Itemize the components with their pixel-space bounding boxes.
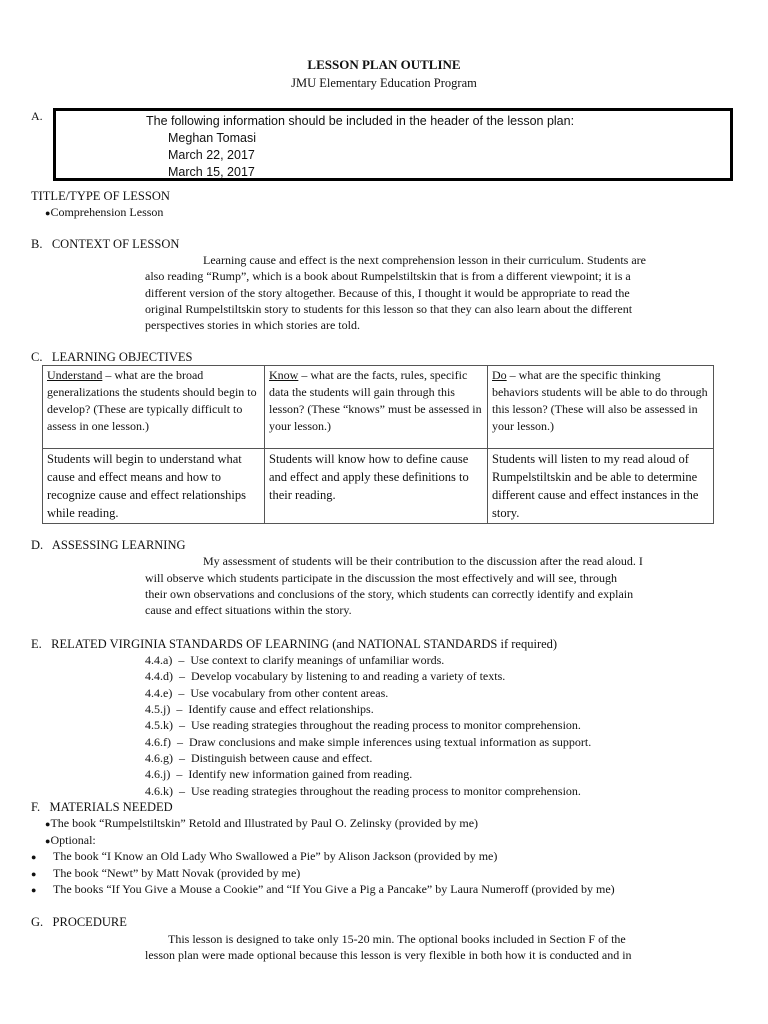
section-e-heading: E. RELATED VIRGINIA STANDARDS OF LEARNING (and NATIONAL STANDARDS if required)	[31, 637, 558, 651]
section-d-heading: D. ASSESSING LEARNING	[31, 538, 186, 552]
objective-header-do: Do – what are the specific thinking behaviors students will be able to do through this lesson? (These will also be assessed in your lesson.)	[488, 366, 714, 449]
material-item: ● The book “I Know an Old Lady Who Swallowed a Pie” by Alison Jackson (provided by me)	[31, 848, 497, 865]
header-date-2: March 15, 2017	[168, 165, 255, 179]
assessment-line-3: their own observations and conclusions of the story, which students can correctly identify and explain	[145, 587, 634, 601]
assessment-line-2: will observe which students participate in the discussion the most effectively and will see, through	[145, 571, 618, 585]
objective-header-know: Know – what are the facts, rules, specific data the students will gain through this lesson? (These “knows” must be assessed in your lesson.)	[265, 366, 488, 449]
standard-item: 4.6.f) – Draw conclusions and make simple inferences using textual information as support.	[145, 735, 592, 749]
context-line-1: Learning cause and effect is the next comprehension lesson in their curriculum. Students are	[203, 253, 646, 267]
context-line-4: original Rumpelstiltskin story to students for this lesson so that they can also learn about the different	[145, 302, 633, 316]
material-item: ● The book “Newt” by Matt Novak (provided by me)	[31, 865, 300, 882]
standard-item: 4.6.j) – Identify new information gained from reading.	[145, 767, 413, 781]
bullet-icon: ●	[31, 869, 37, 879]
objective-cell-understand: Students will begin to understand what cause and effect means and how to recognize cause and effect relationships while reading.	[43, 449, 265, 524]
material-item: ● The books “If You Give a Mouse a Cookie” and “If You Give a Pig a Pancake” by Laura Numeroff (provided by me)	[31, 881, 615, 898]
standard-item: 4.5.j) – Identify cause and effect relationships.	[145, 702, 374, 716]
page-title: LESSON PLAN OUTLINE	[307, 57, 461, 72]
assessment-line-1: My assessment of students will be their contribution to the discussion after the read aloud. I	[203, 554, 643, 568]
bullet-icon: ●	[45, 836, 51, 846]
objective-header-understand: Understand – what are the broad generalizations the students should begin to develop? (These are typically difficult to assess in one lesson.)	[43, 366, 265, 449]
optional-label: ●Optional:	[45, 833, 96, 847]
objectives-table	[42, 365, 714, 524]
header-name: Meghan Tomasi	[168, 131, 257, 145]
standard-item: 4.4.e) – Use vocabulary from other content areas.	[145, 686, 389, 700]
bullet-icon: ●	[31, 885, 37, 895]
standard-item: 4.6.k) – Use reading strategies throughout the reading process to monitor comprehension.	[145, 784, 581, 798]
section-c-heading: C. LEARNING OBJECTIVES	[31, 350, 193, 364]
page-subtitle: JMU Elementary Education Program	[291, 76, 477, 90]
bullet-icon: ●	[31, 852, 37, 862]
context-line-3: different version of the story altogether. Because of this, I thought it would be appropriate to read the	[145, 286, 630, 300]
table-row	[43, 449, 714, 524]
standard-item: 4.4.a) – Use context to clarify meanings of unfamiliar words.	[145, 653, 445, 667]
header-info-box	[53, 108, 733, 181]
standard-item: 4.4.d) – Develop vocabulary by listening to and reading a variety of texts.	[145, 669, 506, 683]
table-row	[43, 366, 714, 449]
objective-cell-know: Students will know how to define cause and effect and apply these definitions to their reading.	[265, 449, 488, 524]
material-item: ●The book “Rumpelstiltskin” Retold and Illustrated by Paul O. Zelinsky (provided by me)	[45, 816, 479, 830]
header-intro: The following information should be included in the header of the lesson plan:	[146, 114, 575, 128]
title-type-heading: TITLE/TYPE OF LESSON	[31, 189, 170, 203]
title-type-text: Comprehension Lesson	[50, 205, 164, 219]
procedure-line-2: lesson plan were made optional because this lesson is very flexible in both how it is conducted and in	[145, 948, 632, 962]
section-a-marker: A.	[31, 109, 43, 123]
section-g-heading: G. PROCEDURE	[31, 915, 127, 929]
header-date-1: March 22, 2017	[168, 148, 255, 162]
standard-item: 4.5.k) – Use reading strategies throughout the reading process to monitor comprehension.	[145, 718, 581, 732]
context-line-5: perspectives stories in which stories are told.	[145, 318, 360, 332]
bullet-icon: ●	[45, 208, 51, 218]
section-f-heading: F. MATERIALS NEEDED	[31, 800, 173, 814]
objective-cell-do: Students will listen to my read aloud of Rumpelstiltskin and be able to determine different cause and effect instances in the story.	[488, 449, 714, 524]
context-line-2: also reading “Rump”, which is a book about Rumpelstiltskin that is from a different viewpoint; it is a	[145, 269, 631, 283]
standard-item: 4.6.g) – Distinguish between cause and effect.	[145, 751, 373, 765]
bullet-icon: ●	[45, 819, 51, 829]
assessment-line-4: cause and effect situations within the story.	[145, 603, 352, 617]
title-type-item	[45, 204, 163, 221]
section-b-heading: B. CONTEXT OF LESSON	[31, 237, 180, 251]
procedure-line-1: This lesson is designed to take only 15-20 min. The optional books included in Section F of the	[168, 932, 626, 946]
